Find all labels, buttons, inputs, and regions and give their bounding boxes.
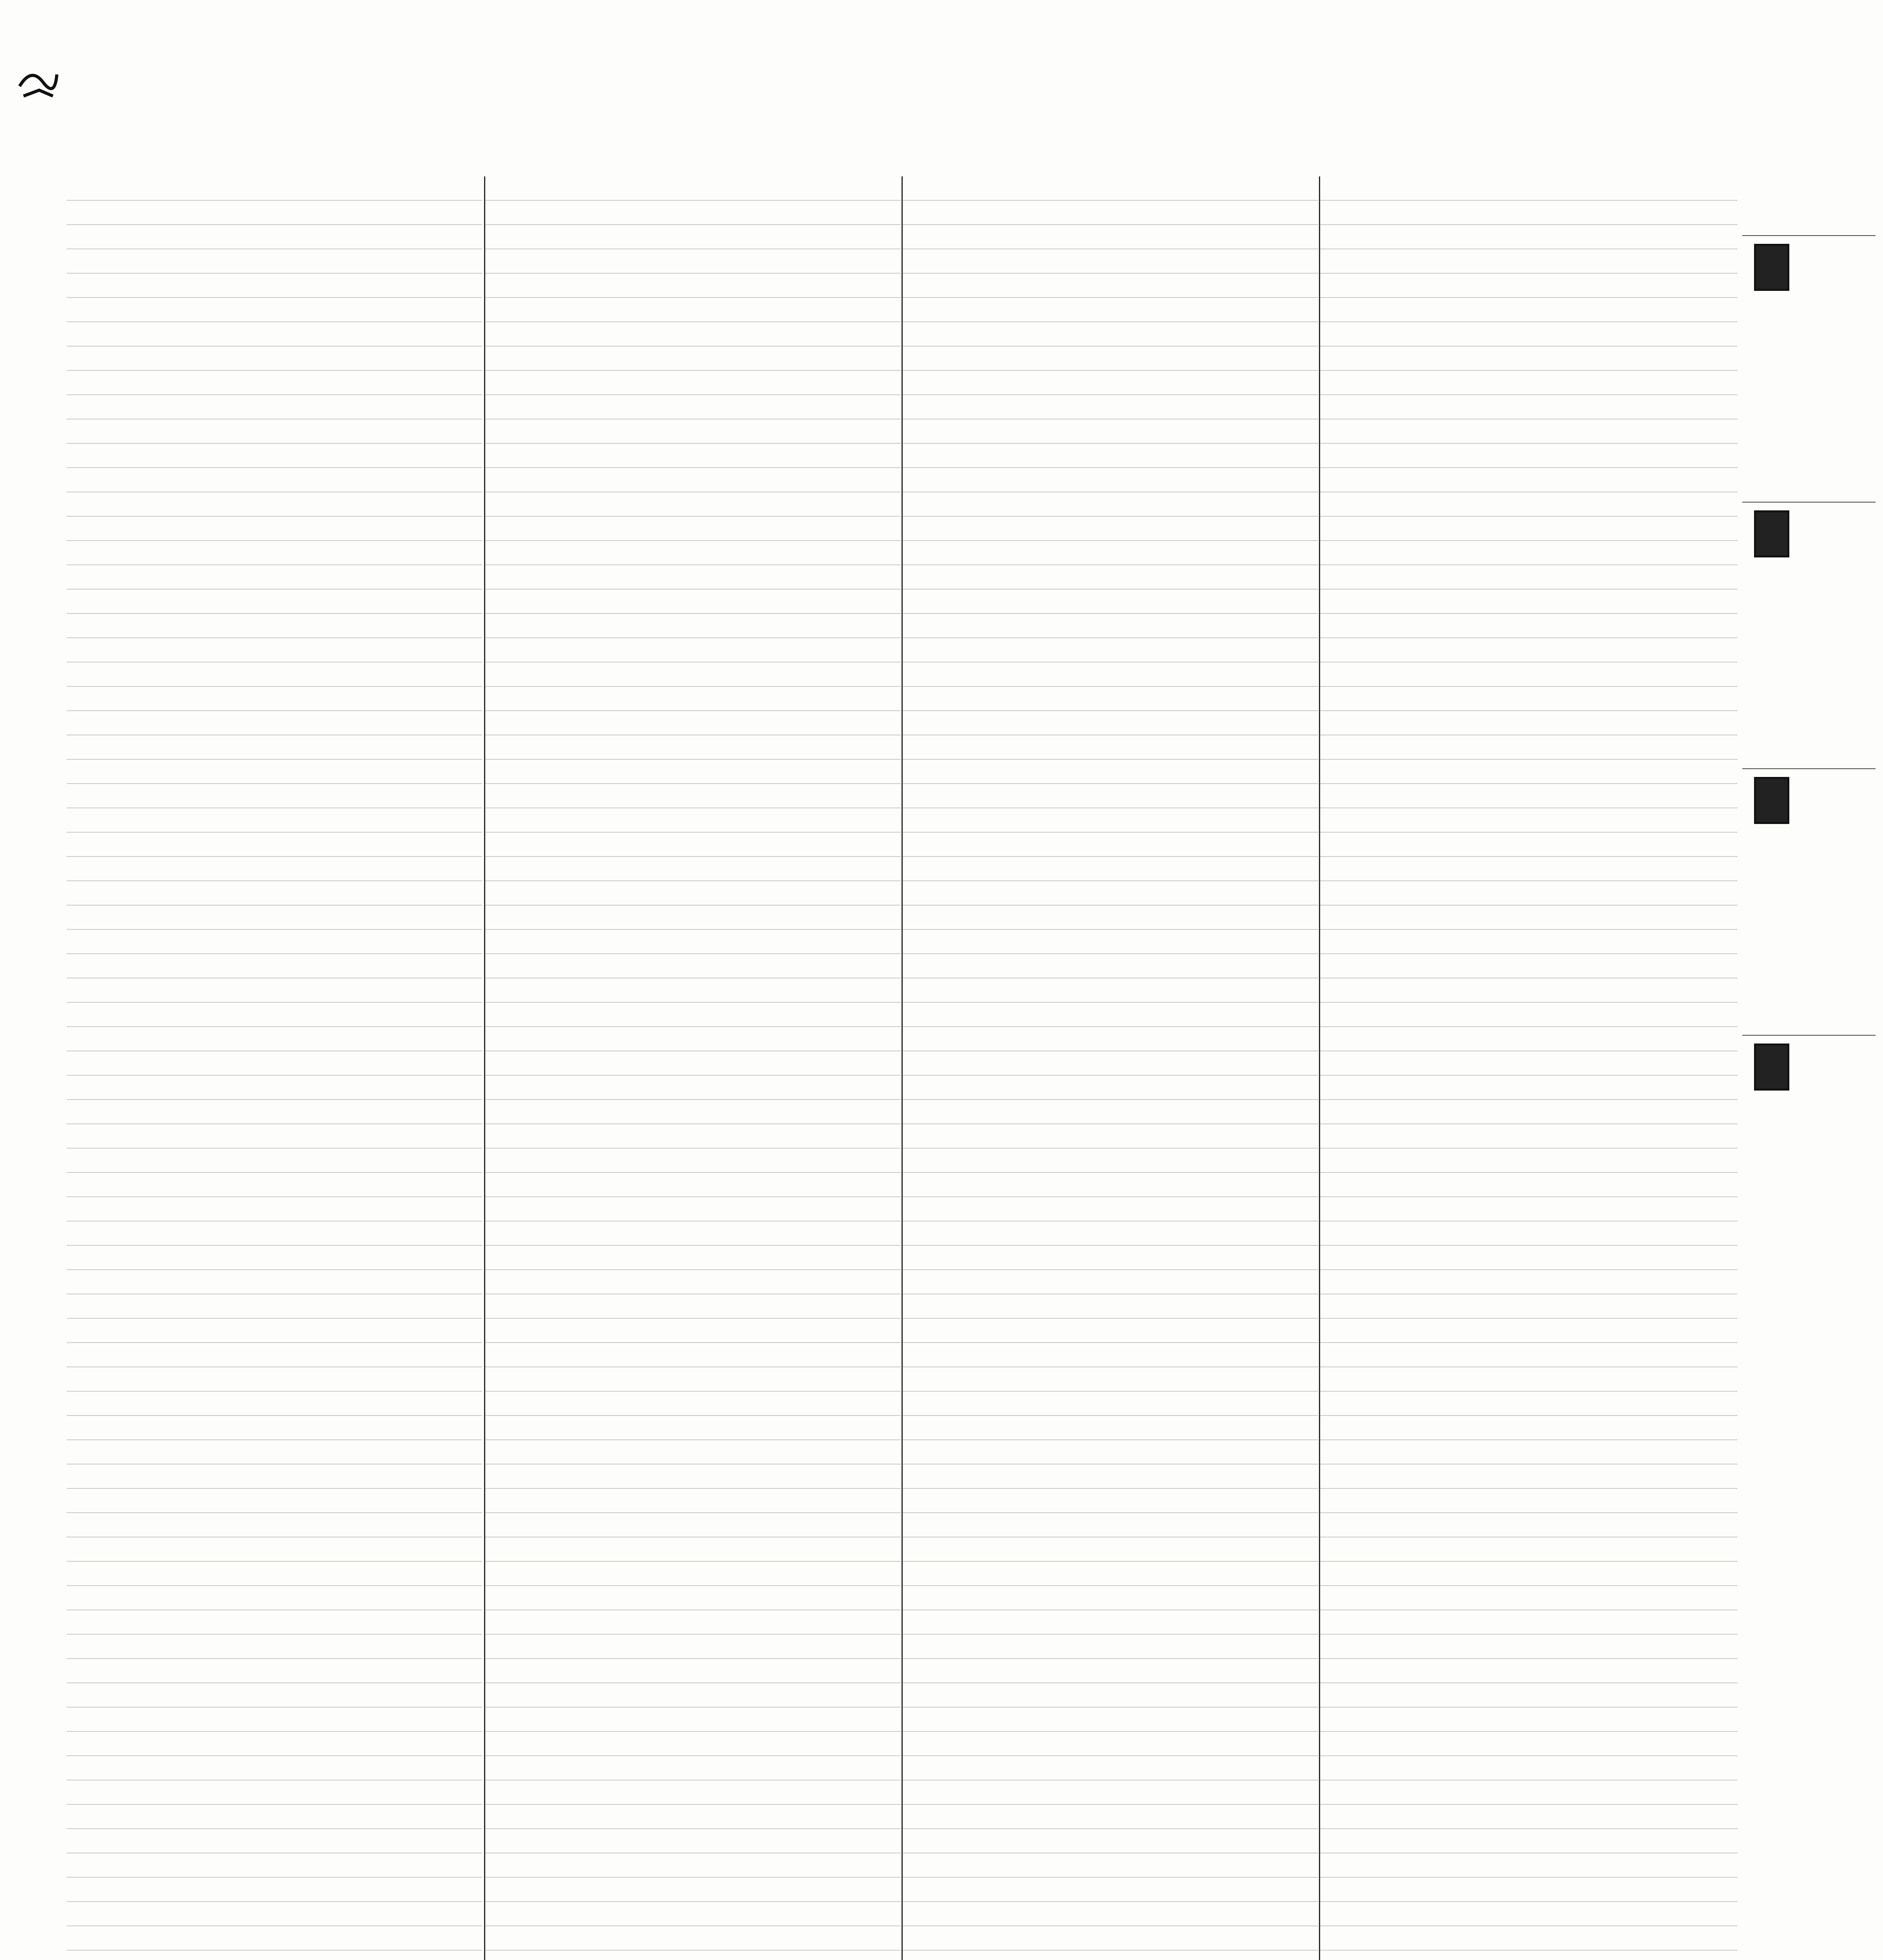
corner-mark-icon (16, 59, 59, 102)
section-tab-marker (1754, 244, 1789, 291)
listing-rows (67, 176, 482, 1960)
directory-column-2 (484, 176, 901, 1960)
directory-column-1 (67, 176, 482, 1960)
section-tab-1 (1742, 235, 1876, 479)
page-header (0, 0, 1883, 180)
listing-rows (485, 176, 901, 1960)
section-tab-2 (1742, 502, 1876, 746)
section-tab-3 (1742, 768, 1876, 1012)
section-tab-4 (1742, 1035, 1876, 1279)
section-tab-marker (1754, 510, 1789, 557)
section-tab-marker (1754, 777, 1789, 824)
directory-columns (67, 176, 1736, 1960)
section-tab-marker (1754, 1044, 1789, 1091)
directory-column-3 (902, 176, 1318, 1960)
listing-rows (903, 176, 1318, 1960)
directory-column-4 (1319, 176, 1738, 1960)
listing-rows (1320, 176, 1738, 1960)
section-tabs (1742, 235, 1876, 1294)
